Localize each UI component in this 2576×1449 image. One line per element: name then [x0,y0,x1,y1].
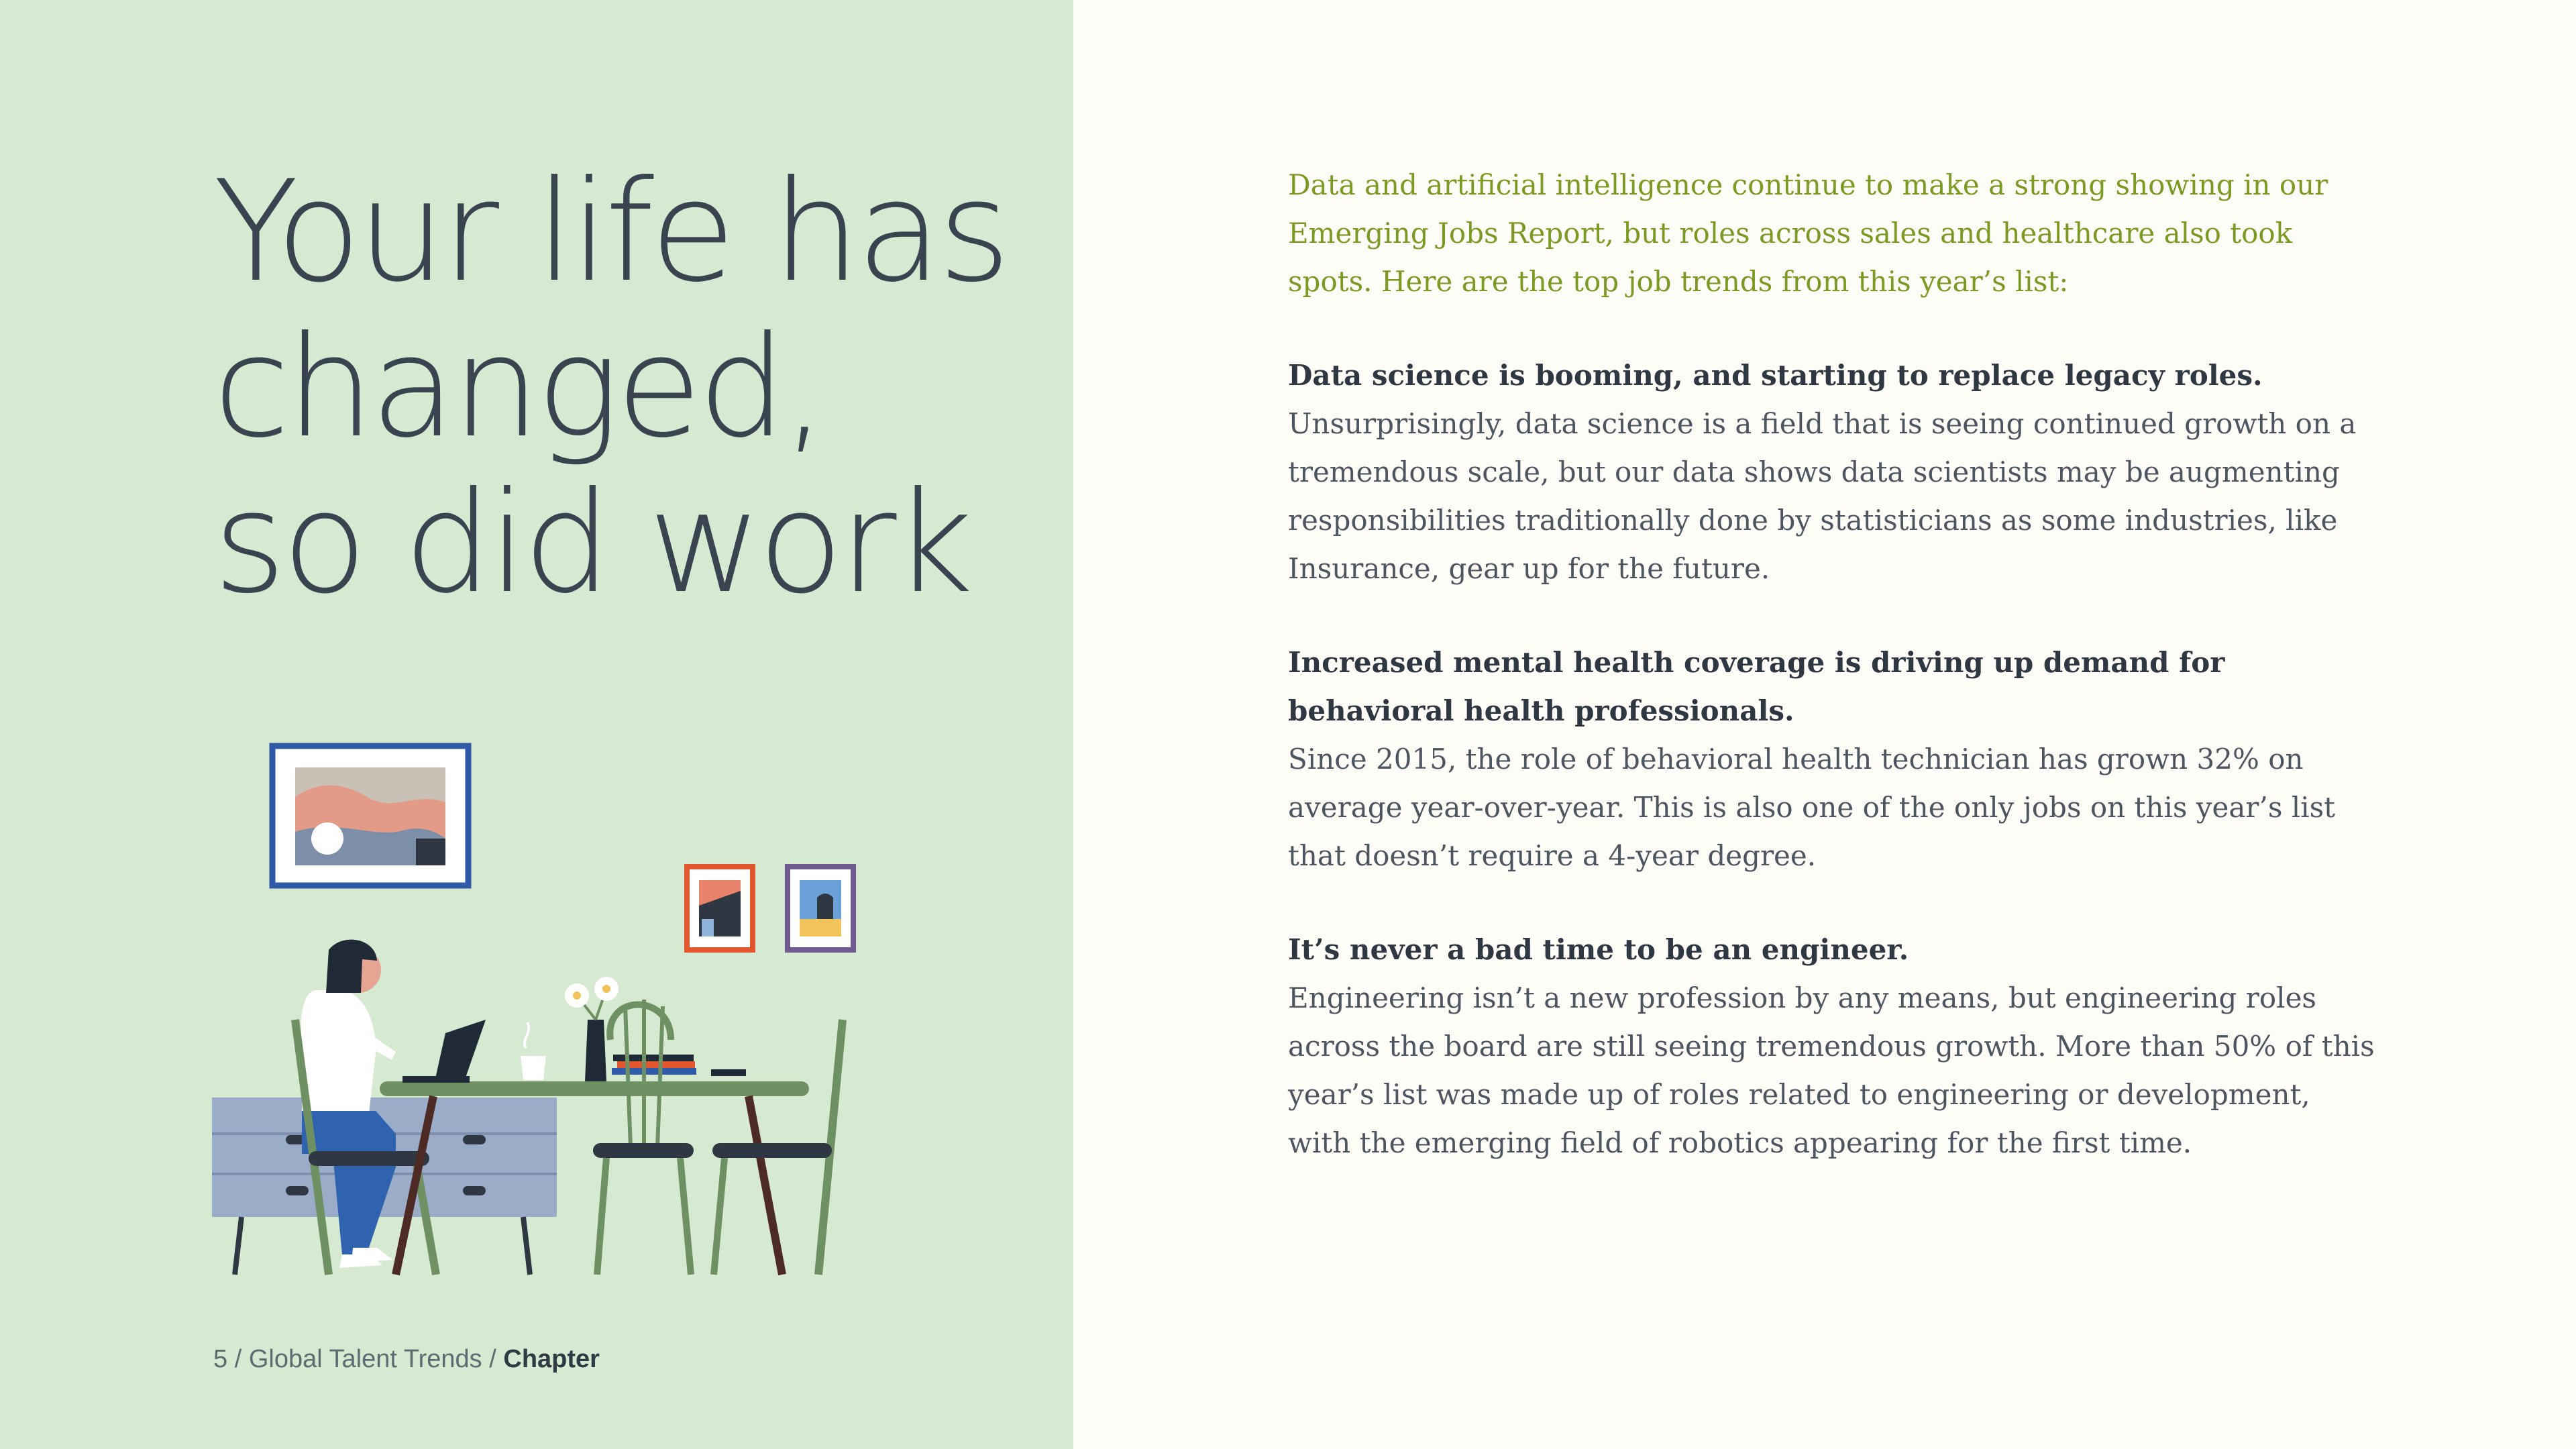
footer-separator: / [227,1345,249,1373]
coffee-cup [521,1022,546,1080]
section-body: Since 2015, the role of behavioral health technician has grown 32% on average year-over-year. This is also one of the only jobs on this year’s list that doesn’t require a 4-year degree. [1288,743,2336,872]
chapter-label: Chapter [503,1345,600,1373]
publication-name: Global Talent Trends [248,1345,482,1373]
framed-landscape-picture [272,746,468,885]
headline-line-3: so did work [213,462,970,625]
section-body: Unsurprisingly, data science is a field that is seeing continued growth on a tremendous scale, but our data shows data scientists may be augmenting responsibilities traditionally done by statisticians as some industries, like Insurance, gear up for the future. [1288,407,2357,585]
small-framed-picture-orange [687,867,753,950]
page-footer [213,1345,600,1374]
page-number: 5 [213,1345,228,1373]
small-framed-picture-purple [788,867,853,950]
page-headline [213,151,1032,625]
section-title: Data science is booming, and starting to replace legacy roles. [1288,359,2263,392]
section-body: Engineering isn’t a new profession by any means, but engineering roles across the board are still seeing tremendous growth. More than 50% of this year’s list was made up of roles related to engineering or development, with the emerging field of robotics appearing for the first time. [1288,981,2375,1159]
book-stack [612,1055,746,1076]
section-title: Increased mental health coverage is driving up demand for behavioral health professionals. [1288,646,2225,727]
article-content [1288,161,2375,1213]
section-title: It’s never a bad time to be an engineer. [1288,933,1909,966]
headline-line-1: Your life has [213,151,1007,313]
chair-center [593,1000,694,1275]
intro-paragraph: Data and artificial intelligence continue to make a strong showing in our Emerging Jobs Report, but roles across sales and healthcare also took spots. Here are the top job trends from this year’s list: [1288,168,2328,298]
left-panel [0,0,1073,1449]
home-office-illustration [201,738,872,1288]
headline-line-2: changed, [213,307,823,469]
footer-separator: / [482,1345,504,1373]
section-behavioral-health [1288,639,2375,880]
section-data-science [1288,352,2375,593]
laptop [402,1020,486,1083]
section-engineering [1288,926,2375,1167]
